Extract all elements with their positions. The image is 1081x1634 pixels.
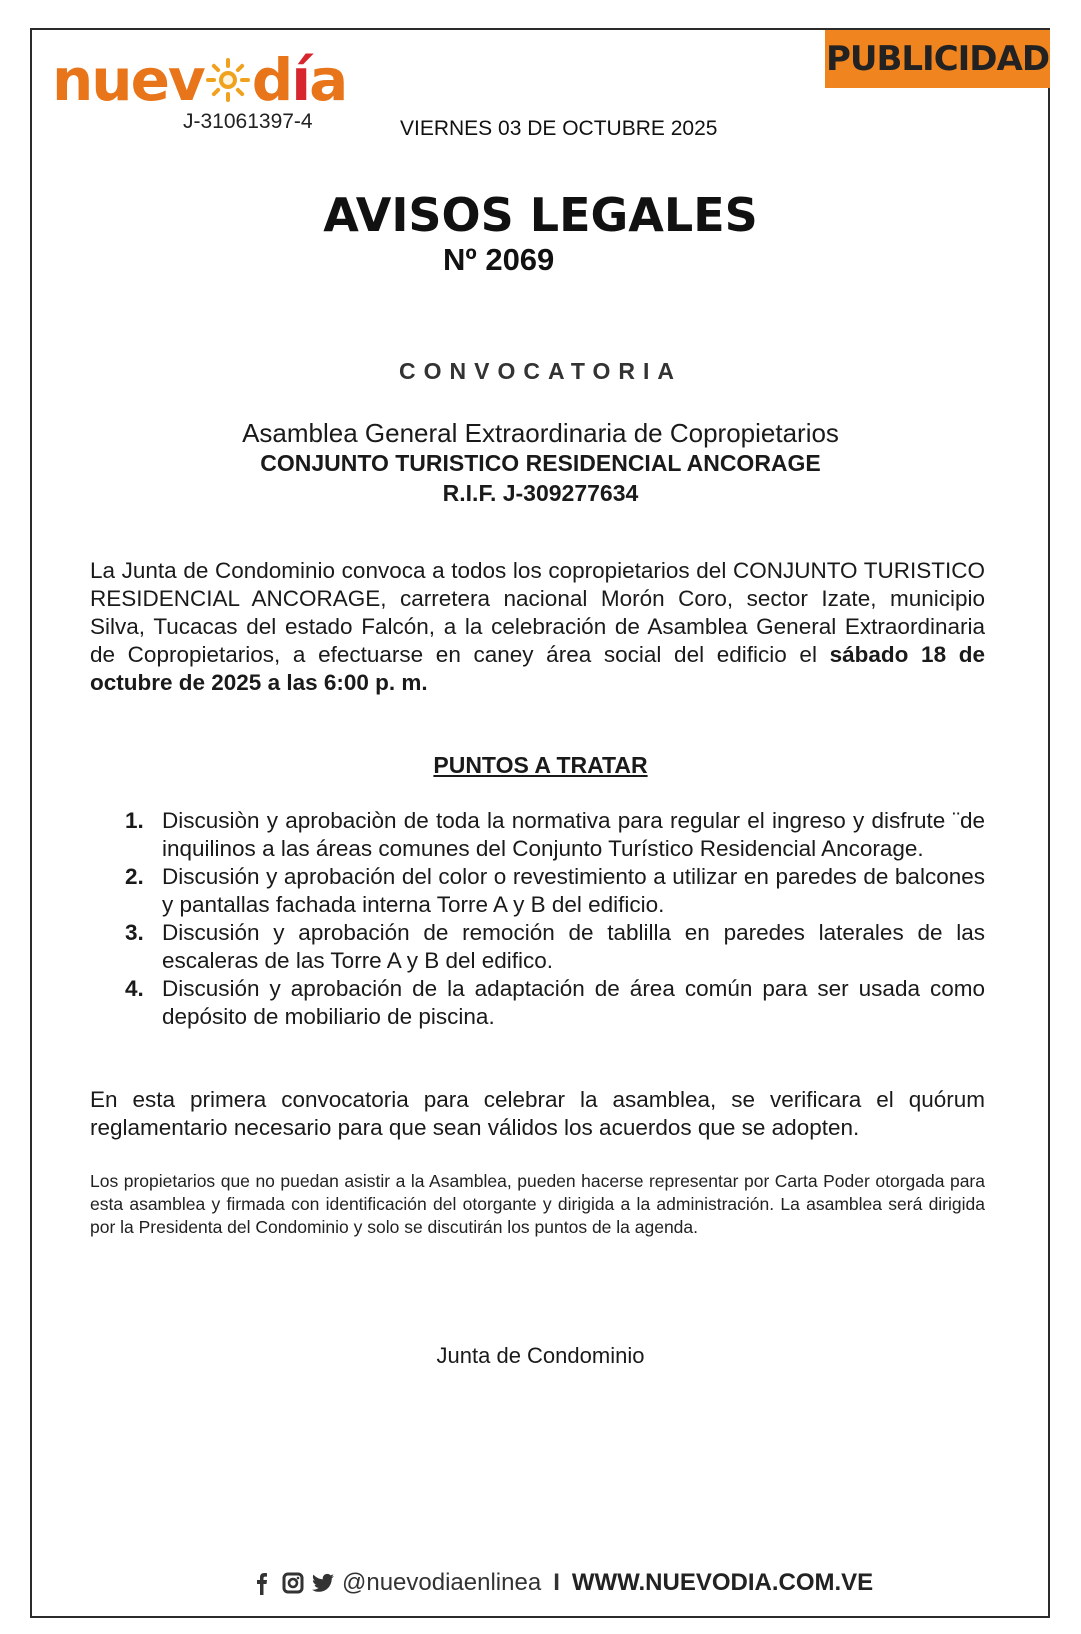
signature: Junta de Condominio xyxy=(436,1343,645,1368)
agenda-item xyxy=(125,919,985,975)
page-title: AVISOS LEGALES xyxy=(323,188,758,242)
agenda-item xyxy=(125,975,985,1031)
footer xyxy=(252,1565,873,1601)
publication-date: VIERNES 03 DE OCTUBRE 2025 xyxy=(400,117,718,140)
facebook-icon[interactable] xyxy=(252,1571,274,1595)
intro-paragraph xyxy=(90,557,985,697)
proxy-note: Los propietarios que no puedan asistir a la Asamblea, pueden hacerse representar por Carta Poder otorgada para esta asamblea y firmada con identificación del otorgante y dirigida a la administración. La asamblea será dirigida por la Presidenta del Condominio y solo se discutirán los puntos de la agenda. xyxy=(90,1171,985,1237)
agenda-item-number: 3. xyxy=(125,920,144,945)
agenda-list xyxy=(125,807,985,1031)
complex-name: CONJUNTO TURISTICO RESIDENCIAL ANCORAGE xyxy=(260,450,821,476)
social-handle[interactable]: @nuevodiaenlinea xyxy=(342,1569,542,1596)
meeting-datetime: sábado 18 de octubre de 2025 a las 6:00 p. m. xyxy=(90,642,985,695)
logo-text-i: í xyxy=(291,46,310,114)
agenda-item-number: 2. xyxy=(125,864,144,889)
complex-rif: R.I.F. J-309277634 xyxy=(442,480,639,506)
agenda-item-number: 1. xyxy=(125,808,144,833)
newspaper-rif: J-31061397-4 xyxy=(183,110,313,133)
sun-icon xyxy=(205,57,251,103)
agenda-item-text: Discusiòn y aprobaciòn de toda la normativa para regular el ingreso y disfrute ¨de inquilinos a las áreas comunes del Conjunto Turístico Residencial Ancorage. xyxy=(162,808,985,861)
agenda-item xyxy=(125,807,985,863)
instagram-icon[interactable] xyxy=(282,1571,304,1595)
website-link[interactable]: WWW.NUEVODIA.COM.VE xyxy=(571,1569,874,1596)
logo-text-d: d xyxy=(251,46,292,114)
agenda-item-text: Discusión y aprobación de la adaptación de área común para ser usada como depósito de mobiliario de piscina. xyxy=(162,976,985,1029)
agenda-title: PUNTOS A TRATAR xyxy=(433,752,648,778)
assembly-name: Asamblea General Extraordinaria de Copropietarios xyxy=(242,418,839,448)
agenda-item xyxy=(125,863,985,919)
agenda-item-text: Discusión y aprobación del color o revestimiento a utilizar en paredes de balcones y pantallas fachada interna Torre A y B del edificio. xyxy=(162,864,985,917)
quorum-paragraph: En esta primera convocatoria para celebrar la asamblea, se verificara el quórum reglamentario necesario para que sean válidos los acuerdos que se adopten. xyxy=(90,1087,985,1140)
intro-text: La Junta de Condominio convoca a todos los copropietarios del CONJUNTO TURISTICO RESIDENCIAL ANCORAGE, carretera nacional Morón Coro, sector Izate, municipio Silva, Tucacas del estado Falcón, a la celebración de Asamblea General Extraordinaria de Copropietarios, a efectuarse en caney área social del edificio el xyxy=(90,558,985,667)
nuevodia-logo xyxy=(52,46,347,114)
agenda-item-text: Discusión y aprobación de remoción de tablilla en paredes laterales de las escaleras de las Torre A y B del edifico. xyxy=(162,920,985,973)
section-banner: PUBLICIDAD xyxy=(825,30,1050,88)
logo-text-start: nuev xyxy=(52,46,204,114)
agenda-item-number: 4. xyxy=(125,976,144,1001)
logo-text-a: a xyxy=(309,46,347,114)
notice-heading: CONVOCATORIA xyxy=(399,358,682,384)
notice-number: Nº 2069 xyxy=(443,242,555,277)
footer-separator: I xyxy=(553,1569,560,1596)
twitter-icon[interactable] xyxy=(312,1571,334,1595)
